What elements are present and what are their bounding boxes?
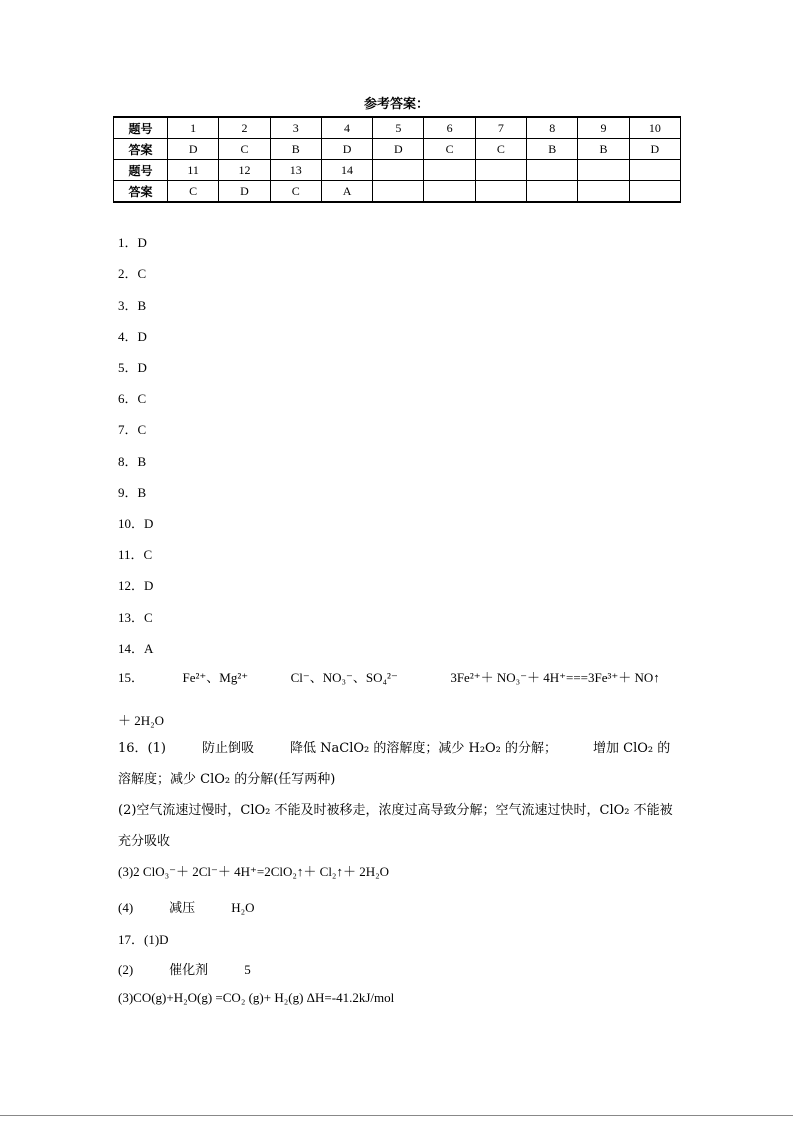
table-cell: C <box>424 139 475 160</box>
table-cell: 10 <box>629 117 680 139</box>
table-cell: D <box>373 139 424 160</box>
table-cell <box>629 160 680 181</box>
q16-part-2: (2)空气流速过慢时，ClO₂ 不能及时被移走，浓度过高导致分解；空气流速过快时，ClO₂ 不能被充分吸收 <box>118 803 673 849</box>
table-cell: C <box>168 181 219 203</box>
table-cell <box>424 181 475 203</box>
answer-line: 1．D <box>118 235 147 250</box>
q17-answer-2a: 催化剂 <box>169 962 209 977</box>
q16-part-4 <box>118 897 255 916</box>
answer-line: 2．C <box>118 266 147 281</box>
table-cell: 7 <box>475 117 526 139</box>
table-cell: B <box>527 139 578 160</box>
answer-line: 13．C <box>118 610 153 625</box>
answer-line: 7．C <box>118 422 147 437</box>
table-cell <box>373 160 424 181</box>
q16-answer-1b: 降低 NaClO₂ 的溶解度；减少 H₂O₂ 的分解； <box>289 741 558 756</box>
q15-answer-2: Cl⁻、NO₃⁻、SO₄²⁻ <box>290 670 398 685</box>
answer-key-table <box>113 116 681 203</box>
q16-part-4-number: (4) <box>118 900 134 915</box>
table-cell: A <box>321 181 372 203</box>
q17-part-3: (3)CO(g)+H₂O(g) =CO₂ (g)+ H₂(g) ΔH=-41.2kJ/mol <box>118 990 395 1005</box>
answer-line: 9．B <box>118 485 147 500</box>
answer-line: 8．B <box>118 454 147 469</box>
q16-answer-1c: 增加 ClO₂ 的 <box>593 741 671 756</box>
table-cell <box>578 160 629 181</box>
table-cell <box>475 160 526 181</box>
q16-answer-1a: 防止倒吸 <box>201 741 254 756</box>
table-cell: D <box>168 139 219 160</box>
table-cell: 6 <box>424 117 475 139</box>
q16-number: 16．(1) <box>118 741 166 756</box>
table-cell: 12 <box>219 160 270 181</box>
answer-line: 6．C <box>118 391 147 406</box>
table-cell: C <box>219 139 270 160</box>
answer-line: 11．C <box>118 547 153 562</box>
table-cell: B <box>578 139 629 160</box>
answer-line: 12．D <box>118 578 154 593</box>
table-row <box>114 117 681 139</box>
table-cell: 4 <box>321 117 372 139</box>
q17-part-2 <box>118 959 251 978</box>
table-cell: 13 <box>270 160 321 181</box>
table-cell: D <box>219 181 270 203</box>
q17-part-1: 17．(1)D <box>118 932 169 947</box>
table-cell <box>527 181 578 203</box>
row-label-question: 题号 <box>114 117 168 139</box>
q15-answer-3: 3Fe²⁺＋ NO₃⁻＋ 4H⁺===3Fe³⁺＋ NO↑ <box>450 670 660 685</box>
answer-key-title: 参考答案： <box>363 97 429 112</box>
row-label-answer: 答案 <box>114 139 168 160</box>
q16-answer-4b: H₂O <box>231 900 255 915</box>
answer-line: 14．A <box>118 641 154 656</box>
q16-answer-4a: 减压 <box>169 900 196 915</box>
q15-continuation: ＋ 2H₂O <box>118 713 165 728</box>
table-row <box>114 139 681 160</box>
q16-answer-1d: 溶解度；减少 ClO₂ 的分解(任写两种) <box>118 772 336 787</box>
table-cell: B <box>270 139 321 160</box>
table-cell <box>629 181 680 203</box>
table-cell: C <box>270 181 321 203</box>
table-cell <box>424 160 475 181</box>
table-cell: 14 <box>321 160 372 181</box>
answer-line: 5．D <box>118 360 147 375</box>
answer-line: 3．B <box>118 298 147 313</box>
row-label-answer: 答案 <box>114 181 168 203</box>
table-cell: D <box>629 139 680 160</box>
table-row <box>114 181 681 203</box>
q15-answer-1: Fe²⁺、Mg²⁺ <box>182 670 249 685</box>
table-cell: C <box>475 139 526 160</box>
table-cell: 1 <box>168 117 219 139</box>
row-label-question: 题号 <box>114 160 168 181</box>
q16-part-3: (3)2 ClO₃⁻＋ 2Cl⁻＋ 4H⁺=2ClO₂↑＋ Cl₂↑＋ 2H₂O <box>118 864 390 879</box>
table-cell: 5 <box>373 117 424 139</box>
table-cell <box>373 181 424 203</box>
q17-part-2-number: (2) <box>118 962 134 977</box>
table-cell: 3 <box>270 117 321 139</box>
table-cell: 11 <box>168 160 219 181</box>
answer-line: 4．D <box>118 329 147 344</box>
table-cell: 9 <box>578 117 629 139</box>
q15-line <box>118 667 660 686</box>
table-cell <box>578 181 629 203</box>
q16-part-1 <box>118 733 678 795</box>
table-cell <box>527 160 578 181</box>
q17-answer-2b: 5 <box>244 962 251 977</box>
table-row <box>114 160 681 181</box>
q15-number: 15． <box>118 670 145 685</box>
table-cell: 8 <box>527 117 578 139</box>
footer-divider <box>0 1115 793 1116</box>
table-cell <box>475 181 526 203</box>
table-cell: 2 <box>219 117 270 139</box>
table-cell: D <box>321 139 372 160</box>
answer-line: 10．D <box>118 516 154 531</box>
